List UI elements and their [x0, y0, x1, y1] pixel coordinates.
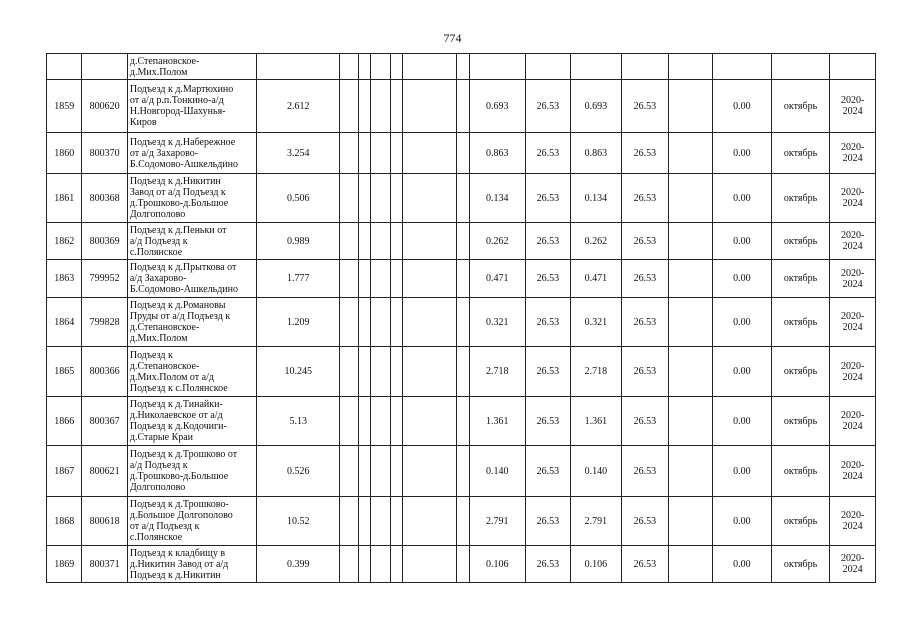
years-line: 2024: [842, 371, 863, 383]
value-3: 2.791: [570, 497, 622, 546]
road-name-line: Н.Новгород-Шахунья-: [129, 106, 226, 117]
years: [830, 260, 876, 298]
years-line: 2024: [842, 471, 863, 482]
years: [830, 446, 876, 497]
years-line: 2020-: [841, 460, 865, 471]
road-name-line: Б.Содомово-Ашкельдино: [129, 284, 239, 295]
road-length: 0.506: [257, 174, 340, 223]
empty-cell: [402, 54, 457, 80]
years-line: 2020-: [841, 510, 865, 521]
empty-cell: [402, 80, 457, 133]
road-name-line: Подъезд к д.Никитин: [129, 176, 221, 187]
empty-cell: [668, 174, 712, 223]
row-number: 1859: [47, 80, 82, 133]
road-name-line: Подъезд к д.Тинайки-: [129, 399, 223, 410]
empty-cell: [371, 546, 390, 583]
empty-cell: [359, 546, 371, 583]
road-name-line: д.Степановское-: [129, 360, 200, 372]
empty-cell: [371, 223, 390, 260]
road-length: 1.209: [257, 298, 340, 347]
value-4: [622, 54, 669, 80]
table-row: [47, 80, 876, 133]
road-length: 1.777: [257, 260, 340, 298]
empty-cell: [371, 347, 390, 397]
value-2: 26.53: [526, 497, 570, 546]
value-1: [469, 54, 526, 80]
table-row: [47, 133, 876, 174]
value-3: [570, 54, 622, 80]
month: октябрь: [771, 397, 830, 446]
empty-cell: [390, 397, 402, 446]
empty-cell: [340, 174, 359, 223]
empty-cell: [340, 54, 359, 80]
road-length: 5.13: [257, 397, 340, 446]
value-1: 1.361: [469, 397, 526, 446]
road-length: 2.612: [257, 80, 340, 133]
empty-cell: [668, 223, 712, 260]
value-4: 26.53: [622, 497, 669, 546]
empty-cell: [402, 223, 457, 260]
value-1: 0.262: [469, 223, 526, 260]
month: октябрь: [771, 174, 830, 223]
value-4: 26.53: [622, 546, 669, 583]
road-code: 800618: [82, 497, 127, 546]
value-2: 26.53: [526, 174, 570, 223]
value-4: 26.53: [622, 80, 669, 133]
empty-cell: [668, 397, 712, 446]
empty-cell: [390, 223, 402, 260]
road-name-line: от а/д р.п.Тонкино-а/д: [129, 95, 224, 106]
years-line: 2024: [842, 421, 863, 432]
years-line: 2024: [842, 106, 863, 117]
road-name-line: д.Никитин Завод от а/д: [129, 558, 229, 570]
road-length: 3.254: [257, 133, 340, 174]
empty-cell: [457, 497, 469, 546]
empty-cell: [457, 298, 469, 347]
road-name-line: от а/д Захарово-: [129, 147, 199, 159]
value-1: 0.471: [469, 260, 526, 298]
table-row: [47, 223, 876, 260]
years-line: 2024: [842, 198, 863, 209]
road-name: [127, 397, 256, 446]
years-line: 2024: [842, 241, 863, 252]
month: октябрь: [771, 133, 830, 174]
years-line: 2020-: [841, 187, 865, 198]
empty-cell: [457, 54, 469, 80]
empty-cell: [359, 497, 371, 546]
road-code: 799952: [82, 260, 127, 298]
empty-cell: [402, 347, 457, 397]
years: [830, 397, 876, 446]
road-name: [127, 347, 256, 397]
road-length: 0.399: [257, 546, 340, 583]
month: октябрь: [771, 347, 830, 397]
empty-cell: [359, 298, 371, 347]
empty-cell: [359, 260, 371, 298]
road-code: 800621: [82, 446, 127, 497]
road-name-line: с.Полянское: [129, 532, 183, 543]
table-row: [47, 174, 876, 223]
value-5: 0.00: [713, 80, 772, 133]
row-number: [47, 54, 82, 80]
value-1: 0.134: [469, 174, 526, 223]
value-1: 0.140: [469, 446, 526, 497]
road-name-line: а/д Подъезд к: [129, 235, 188, 247]
road-name-line: с.Полянское: [129, 246, 183, 258]
empty-cell: [340, 497, 359, 546]
month: октябрь: [771, 80, 830, 133]
years-line: 2024: [842, 521, 863, 532]
empty-cell: [371, 80, 390, 133]
years-line: 2020-: [841, 360, 865, 372]
empty-cell: [390, 546, 402, 583]
month: октябрь: [771, 446, 830, 497]
row-number: 1868: [47, 497, 82, 546]
empty-cell: [457, 223, 469, 260]
empty-cell: [371, 298, 390, 347]
empty-cell: [390, 174, 402, 223]
empty-cell: [390, 260, 402, 298]
road-name-line: д.Николаевское от а/д: [129, 410, 223, 421]
road-length: 0.989: [257, 223, 340, 260]
empty-cell: [371, 446, 390, 497]
table-row: [47, 397, 876, 446]
road-name-line: д.Степановское-: [129, 322, 200, 333]
value-5: 0.00: [713, 174, 772, 223]
value-2: [526, 54, 570, 80]
value-5: 0.00: [713, 546, 772, 583]
value-1: 2.791: [469, 497, 526, 546]
road-name-line: от а/д Подъезд к: [129, 521, 200, 532]
empty-cell: [340, 298, 359, 347]
value-4: 26.53: [622, 397, 669, 446]
value-4: 26.53: [622, 446, 669, 497]
table-row: [47, 260, 876, 298]
years-line: 2020-: [841, 142, 865, 153]
road-name-line: Долгополово: [129, 482, 186, 493]
road-length: 0.526: [257, 446, 340, 497]
table-row: [47, 298, 876, 347]
value-5: 0.00: [713, 397, 772, 446]
value-5: 0.00: [713, 446, 772, 497]
empty-cell: [668, 446, 712, 497]
road-name: [127, 80, 256, 133]
road-name-line: Подъезд к д.Трошково от: [129, 449, 238, 460]
empty-cell: [457, 174, 469, 223]
years-line: 2020-: [841, 95, 865, 106]
years-line: 2020-: [841, 267, 865, 279]
road-length: 10.52: [257, 497, 340, 546]
road-name: [127, 298, 256, 347]
row-number: 1860: [47, 133, 82, 174]
road-name-line: Киров: [129, 117, 157, 128]
empty-cell: [668, 54, 712, 80]
years: [830, 80, 876, 133]
empty-cell: [457, 546, 469, 583]
empty-cell: [402, 174, 457, 223]
month: октябрь: [771, 260, 830, 298]
value-2: 26.53: [526, 133, 570, 174]
empty-cell: [457, 347, 469, 397]
empty-cell: [668, 133, 712, 174]
empty-cell: [371, 397, 390, 446]
road-name: [127, 133, 256, 174]
road-code: 800368: [82, 174, 127, 223]
road-length: 10.245: [257, 347, 340, 397]
value-4: 26.53: [622, 260, 669, 298]
road-code: 800366: [82, 347, 127, 397]
row-number: 1862: [47, 223, 82, 260]
value-1: 0.693: [469, 80, 526, 133]
value-3: 0.863: [570, 133, 622, 174]
empty-cell: [371, 174, 390, 223]
value-3: 0.140: [570, 446, 622, 497]
years: [830, 497, 876, 546]
road-name-line: Подъезд к д.Кодочиги-: [129, 421, 227, 432]
empty-cell: [359, 446, 371, 497]
empty-cell: [340, 446, 359, 497]
empty-cell: [668, 260, 712, 298]
empty-cell: [457, 260, 469, 298]
empty-cell: [668, 497, 712, 546]
empty-cell: [340, 347, 359, 397]
road-name-line: д.Трошково-д.Большое: [129, 471, 229, 482]
empty-cell: [359, 133, 371, 174]
empty-cell: [668, 298, 712, 347]
empty-cell: [668, 347, 712, 397]
years: [830, 298, 876, 347]
road-name: [127, 546, 256, 583]
value-4: 26.53: [622, 223, 669, 260]
road-code: 800620: [82, 80, 127, 133]
road-name: [127, 260, 256, 298]
table-row: [47, 446, 876, 497]
road-name-line: Подъезд к: [129, 349, 173, 361]
road-name-line: д.Степановское-: [129, 55, 200, 67]
empty-cell: [402, 133, 457, 174]
value-1: 2.718: [469, 347, 526, 397]
road-name-line: Подъезд к кладбищу в: [129, 547, 226, 559]
road-name-line: д.Мих.Полом: [129, 333, 188, 344]
empty-cell: [390, 347, 402, 397]
table-row: [47, 347, 876, 397]
empty-cell: [359, 54, 371, 80]
years-line: 2020-: [841, 410, 865, 421]
years-line: 2020-: [841, 311, 865, 322]
road-name-line: Подъезд к д.Трошково-: [129, 499, 229, 510]
road-name-line: д.Старые Краи: [129, 432, 194, 443]
road-code: 800371: [82, 546, 127, 583]
road-name-line: Завод от а/д Подъезд к: [129, 187, 226, 198]
row-number: 1869: [47, 546, 82, 583]
empty-cell: [371, 260, 390, 298]
road-name-line: Подъезд к д.Пеньки от: [129, 224, 227, 236]
road-name-line: а/д Захарово-: [129, 273, 187, 284]
value-5: 0.00: [713, 347, 772, 397]
years: [830, 54, 876, 80]
value-5: 0.00: [713, 223, 772, 260]
value-3: 0.693: [570, 80, 622, 133]
value-2: 26.53: [526, 397, 570, 446]
value-4: 26.53: [622, 347, 669, 397]
empty-cell: [390, 298, 402, 347]
road-name-line: Подъезд к д.Мартюхино: [129, 84, 234, 95]
month: октябрь: [771, 546, 830, 583]
empty-cell: [402, 546, 457, 583]
empty-cell: [390, 133, 402, 174]
years-line: 2024: [842, 322, 863, 333]
value-1: 0.863: [469, 133, 526, 174]
value-3: 2.718: [570, 347, 622, 397]
road-name-line: д.Мих.Полом от а/д: [129, 371, 214, 383]
value-3: 0.134: [570, 174, 622, 223]
value-4: 26.53: [622, 298, 669, 347]
empty-cell: [371, 54, 390, 80]
road-registry-table: [46, 53, 876, 583]
empty-cell: [457, 133, 469, 174]
value-5: 0.00: [713, 133, 772, 174]
value-1: 0.106: [469, 546, 526, 583]
empty-cell: [359, 397, 371, 446]
value-2: 26.53: [526, 347, 570, 397]
month: [771, 54, 830, 80]
road-name-line: Подъезд к д.Никитин: [129, 569, 221, 581]
empty-cell: [340, 223, 359, 260]
empty-cell: [402, 397, 457, 446]
years-line: 2024: [842, 564, 863, 575]
value-2: 26.53: [526, 546, 570, 583]
years-line: 2020-: [841, 230, 865, 241]
table-row: [47, 497, 876, 546]
value-3: 0.262: [570, 223, 622, 260]
empty-cell: [390, 446, 402, 497]
road-name-line: Подъезд к с.Полянское: [129, 382, 228, 394]
value-3: 0.471: [570, 260, 622, 298]
row-number: 1863: [47, 260, 82, 298]
empty-cell: [340, 546, 359, 583]
road-name-line: а/д Подъезд к: [129, 460, 188, 471]
road-name-line: д.Мих.Полом: [129, 66, 188, 78]
road-name-line: д.Большое Долгополово: [129, 510, 233, 521]
road-name: [127, 446, 256, 497]
road-code: 800367: [82, 397, 127, 446]
years-line: 2024: [842, 278, 863, 290]
row-number: 1861: [47, 174, 82, 223]
empty-cell: [402, 298, 457, 347]
empty-cell: [457, 397, 469, 446]
road-name-line: Подъезд к д.Романовы: [129, 300, 226, 311]
continuation-row: [47, 54, 876, 80]
road-name: [127, 223, 256, 260]
row-number: 1864: [47, 298, 82, 347]
road-name-line: Подъезд к д.Набережное: [129, 136, 236, 148]
road-name: [127, 174, 256, 223]
value-5: 0.00: [713, 497, 772, 546]
road-name-line: Б.Содомово-Ашкельдино: [129, 158, 239, 170]
row-number: 1865: [47, 347, 82, 397]
years: [830, 546, 876, 583]
years-line: 2024: [842, 153, 863, 164]
row-number: 1867: [47, 446, 82, 497]
value-1: 0.321: [469, 298, 526, 347]
empty-cell: [340, 397, 359, 446]
empty-cell: [371, 497, 390, 546]
years: [830, 174, 876, 223]
road-code: 799828: [82, 298, 127, 347]
empty-cell: [359, 223, 371, 260]
value-3: 0.321: [570, 298, 622, 347]
road-length: [257, 54, 340, 80]
month: октябрь: [771, 298, 830, 347]
road-name-line: Долгополово: [129, 209, 186, 220]
road-name-line: Пруды от а/д Подъезд к: [129, 311, 231, 322]
page-number: 774: [443, 31, 462, 45]
empty-cell: [371, 133, 390, 174]
empty-cell: [668, 80, 712, 133]
value-2: 26.53: [526, 260, 570, 298]
empty-cell: [390, 80, 402, 133]
table-row: [47, 546, 876, 583]
value-5: 0.00: [713, 260, 772, 298]
value-2: 26.53: [526, 80, 570, 133]
value-2: 26.53: [526, 223, 570, 260]
value-4: 26.53: [622, 133, 669, 174]
value-3: 1.361: [570, 397, 622, 446]
empty-cell: [390, 54, 402, 80]
empty-cell: [402, 260, 457, 298]
road-name: [127, 497, 256, 546]
value-2: 26.53: [526, 446, 570, 497]
value-2: 26.53: [526, 298, 570, 347]
month: октябрь: [771, 223, 830, 260]
road-code: [82, 54, 127, 80]
value-4: 26.53: [622, 174, 669, 223]
road-code: 800369: [82, 223, 127, 260]
value-3: 0.106: [570, 546, 622, 583]
row-number: 1866: [47, 397, 82, 446]
road-name: [127, 54, 256, 80]
years: [830, 347, 876, 397]
empty-cell: [359, 347, 371, 397]
empty-cell: [457, 80, 469, 133]
years-line: 2020-: [841, 553, 865, 564]
road-code: 800370: [82, 133, 127, 174]
empty-cell: [340, 260, 359, 298]
month: октябрь: [771, 497, 830, 546]
road-name-line: д.Трошково-д.Большое: [129, 198, 229, 209]
years: [830, 223, 876, 260]
empty-cell: [359, 80, 371, 133]
empty-cell: [402, 497, 457, 546]
empty-cell: [390, 497, 402, 546]
value-5: [713, 54, 772, 80]
empty-cell: [668, 546, 712, 583]
empty-cell: [340, 80, 359, 133]
years: [830, 133, 876, 174]
empty-cell: [340, 133, 359, 174]
value-5: 0.00: [713, 298, 772, 347]
empty-cell: [359, 174, 371, 223]
empty-cell: [402, 446, 457, 497]
road-name-line: Подъезд к д.Прыткова от: [129, 262, 237, 273]
empty-cell: [457, 446, 469, 497]
